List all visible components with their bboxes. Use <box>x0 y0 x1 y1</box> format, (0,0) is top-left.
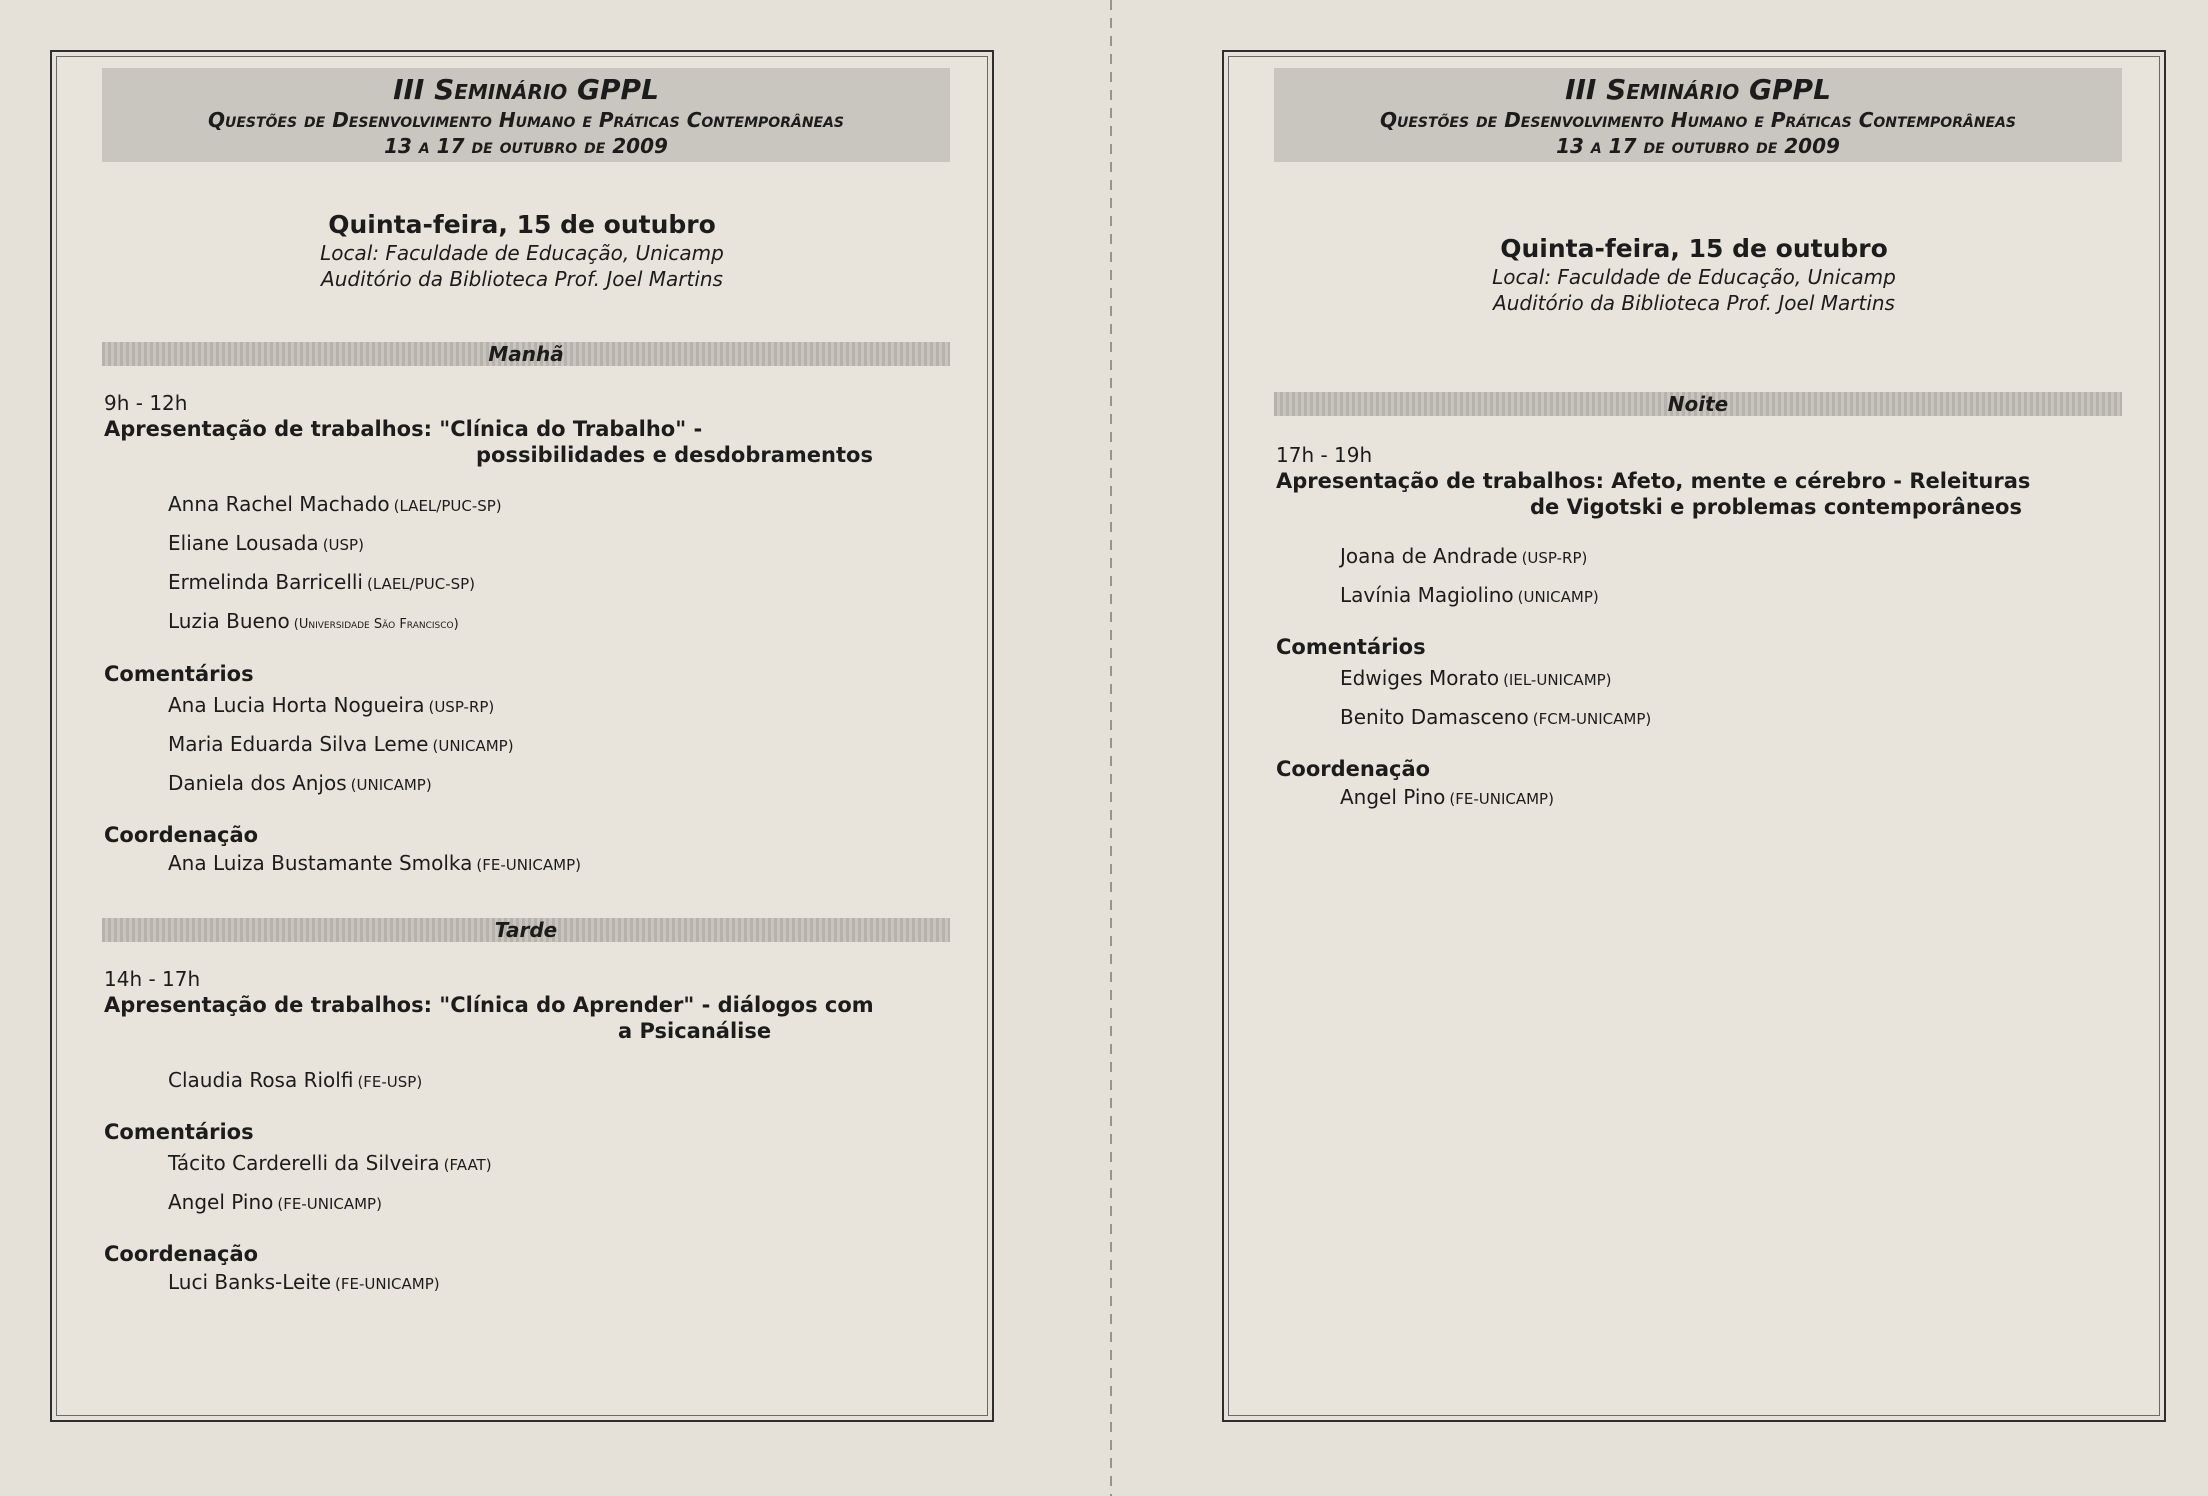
seminar-subtitle: Questões de Desenvolvimento Humano e Práticas Contemporâneas <box>207 108 845 132</box>
session-time: 9h - 12h <box>104 391 188 415</box>
night-session <box>1276 442 2136 814</box>
day-info <box>52 210 992 292</box>
band-morning: Manhã <box>102 342 950 366</box>
comments-label: Comentários <box>104 1120 254 1144</box>
commentator: Edwiges Morato (IEL-UNICAMP) <box>1340 666 1612 690</box>
commentator: Tácito Carderelli da Silveira (FAAT) <box>168 1151 492 1175</box>
commentator-list <box>104 1145 964 1223</box>
day-info <box>1224 234 2164 316</box>
comments-label: Comentários <box>104 662 254 686</box>
session-time: 17h - 19h <box>1276 443 1373 467</box>
session-title-cont: possibilidades e desdobramentos <box>476 443 873 467</box>
session-title: Apresentação de trabalhos: "Clínica do Aprender" - diálogos com <box>104 993 874 1017</box>
session-title-cont: a Psicanálise <box>618 1019 772 1043</box>
location: Local: Faculdade de Educação, Unicamp <box>320 241 724 265</box>
presenter-list <box>1276 538 2136 616</box>
seminar-title: III Seminário GPPL <box>393 73 659 106</box>
coordinator: Ana Luiza Bustamante Smolka (FE-UNICAMP) <box>168 851 581 875</box>
commentator: Angel Pino (FE-UNICAMP) <box>168 1190 382 1214</box>
day-title: Quinta-feira, 15 de outubro <box>1500 234 1888 263</box>
seminar-dates: 13 a 17 de outubro de 2009 <box>1556 134 1840 158</box>
presenter: Eliane Lousada (USP) <box>168 531 364 555</box>
presenter: Luzia Bueno (Universidade São Francisco) <box>168 609 459 633</box>
location: Local: Faculdade de Educação, Unicamp <box>1492 265 1896 289</box>
commentator: Ana Lucia Horta Nogueira (USP-RP) <box>168 693 495 717</box>
seminar-header <box>102 68 950 162</box>
venue: Auditório da Biblioteca Prof. Joel Martins <box>321 267 723 291</box>
presenter: Lavínia Magiolino (UNICAMP) <box>1340 583 1599 607</box>
seminar-subtitle: Questões de Desenvolvimento Humano e Práticas Contemporâneas <box>1379 108 2017 132</box>
session-time: 14h - 17h <box>104 967 201 991</box>
left-page <box>50 50 994 1422</box>
commentator-list <box>1276 660 2136 738</box>
commentator: Benito Damasceno (FCM-UNICAMP) <box>1340 705 1652 729</box>
session-title: Apresentação de trabalhos: "Clínica do Trabalho" - <box>104 417 703 441</box>
presenter-list <box>104 486 964 643</box>
commentator: Daniela dos Anjos (UNICAMP) <box>168 771 432 795</box>
afternoon-session <box>104 966 964 1299</box>
center-fold <box>1110 0 1112 1496</box>
morning-session <box>104 390 964 880</box>
seminar-dates: 13 a 17 de outubro de 2009 <box>384 134 668 158</box>
right-page <box>1222 50 2166 1422</box>
coordination-label: Coordenação <box>1276 757 1431 781</box>
presenter: Claudia Rosa Riolfi (FE-USP) <box>168 1068 423 1092</box>
session-title-cont: de Vigotski e problemas contemporâneos <box>1530 495 2022 519</box>
commentator: Maria Eduarda Silva Leme (UNICAMP) <box>168 732 514 756</box>
presenter: Ermelinda Barricelli (LAEL/PUC-SP) <box>168 570 476 594</box>
coordination-label: Coordenação <box>104 1242 259 1266</box>
band-afternoon: Tarde <box>102 918 950 942</box>
comments-label: Comentários <box>1276 635 1426 659</box>
session-title: Apresentação de trabalhos: Afeto, mente e cérebro - Releituras <box>1276 469 2031 493</box>
seminar-header <box>1274 68 2122 162</box>
presenter: Joana de Andrade (USP-RP) <box>1340 544 1588 568</box>
commentator-list <box>104 687 964 804</box>
coordinator: Luci Banks-Leite (FE-UNICAMP) <box>168 1270 440 1294</box>
coordination-label: Coordenação <box>104 823 259 847</box>
venue: Auditório da Biblioteca Prof. Joel Martins <box>1493 291 1895 315</box>
band-night: Noite <box>1274 392 2122 416</box>
presenter-list <box>104 1062 964 1101</box>
coordinator: Angel Pino (FE-UNICAMP) <box>1340 785 1554 809</box>
day-title: Quinta-feira, 15 de outubro <box>328 210 716 239</box>
presenter: Anna Rachel Machado (LAEL/PUC-SP) <box>168 492 502 516</box>
seminar-title: III Seminário GPPL <box>1565 73 1831 106</box>
